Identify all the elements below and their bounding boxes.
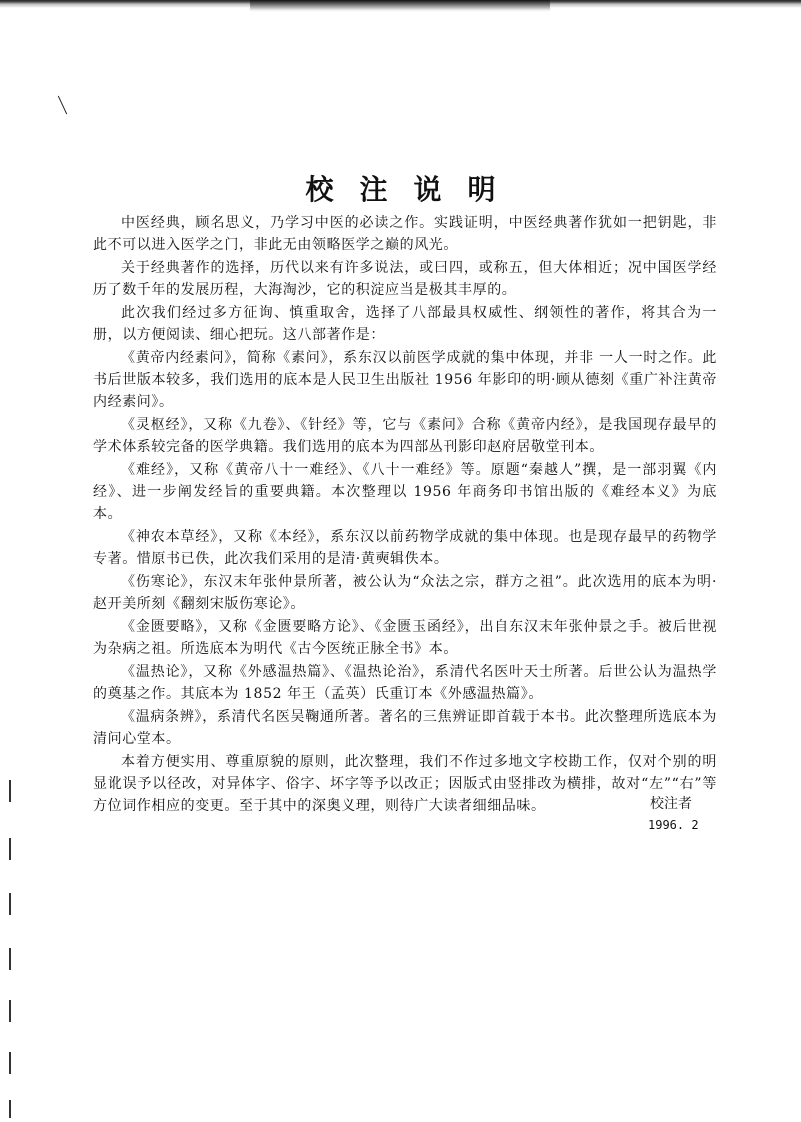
margin-mark — [9, 1052, 11, 1074]
paragraph: 《温病条辨》，系清代名医吴鞠通所著。著名的三焦辨证即首载于本书。此次整理所选底本为清问心堂本。 — [93, 709, 717, 747]
page-title: 校注说明 — [305, 173, 522, 206]
margin-mark — [9, 948, 11, 970]
paragraph: 《温热论》，又称《外感温热篇》、《温热论治》，系清代名医叶天士所著。后世公认为温热学的奠基之作。其底本为 1852 年王（孟英）氏重订本《外感温热篇》。 — [93, 664, 717, 702]
margin-mark — [9, 1000, 11, 1022]
date: 1996. 2 — [648, 818, 699, 832]
paragraph: 《金匮要略》，又称《金匮要略方论》、《金匮玉函经》，出自东汉末年张仲景之手。被后世视为杂病之祖。所选底本为明代《古今医统正脉全书》本。 — [93, 619, 717, 657]
paragraph: 此次我们经过多方征询、慎重取舍，选择了八部最具权威性、纲领性的著作，将其合为一册，以方便阅读、细心把玩。这八部著作是： — [93, 305, 717, 343]
paragraph: 关于经典著作的选择，历代以来有许多说法，或曰四，或称五，但大体相近；况中国医学经历了数千年的发展历程，大海淘沙，它的积淀应当是极其丰厚的。 — [93, 260, 717, 298]
paragraph: 《灵枢经》，又称《九卷》、《针经》等，它与《素问》合称《黄帝内经》，是我国现存最早的学术体系较完备的医学典籍。我们选用的底本为四部丛刊影印赵府居敬堂刊本。 — [93, 417, 717, 455]
scan-mark — [58, 96, 67, 115]
paragraph: 《黄帝内经素问》，简称《素问》，系东汉以前医学成就的集中体现，并非 一人一时之作。此书后世版本较多，我们选用的底本是人民卫生出版社 1956 年影印的明·顾从德刻《重广补注黄帝内经素问》。 — [93, 350, 717, 410]
paragraph: 中医经典，顾名思义，乃学习中医的必读之作。实践证明，中医经典著作犹如一把钥匙，非此不可以进入医学之门，非此无由领略医学之巅的风光。 — [93, 215, 717, 253]
paragraph: 《伤寒论》，东汉末年张仲景所著，被公认为“众法之宗，群方之祖”。此次选用的底本为明·赵开美所刻《翻刻宋版伤寒论》。 — [93, 574, 717, 612]
signature: 校注者 — [650, 796, 692, 812]
document-body — [93, 212, 717, 818]
margin-mark — [9, 780, 11, 802]
margin-mark — [9, 893, 11, 915]
paragraph: 《难经》，又称《黄帝八十一难经》、《八十一难经》等。原题“秦越人”撰，是一部羽翼《内经》、进一步阐发经旨的重要典籍。本次整理以 1956 年商务印书馆出版的《难经本义》为底本。 — [93, 462, 717, 522]
paragraph: 《神农本草经》，又称《本经》，系东汉以前药物学成就的集中体现。也是现存最早的药物学专著。惜原书已佚，此次我们采用的是清·黄奭辑佚本。 — [93, 529, 717, 567]
margin-mark — [9, 1100, 11, 1118]
scan-edge-artifact — [250, 0, 550, 12]
margin-mark — [9, 838, 11, 860]
paragraph: 本着方便实用、尊重原貌的原则，此次整理，我们不作过多地文字校勘工作，仅对个别的明显讹误予以径改，对异体字、俗字、坏字等予以改正；因版式由竖排改为横排，故对“左”“右”等方位词作相应的变更。至于其中的深奥义理，则待广大读者细细品味。 — [93, 754, 717, 814]
